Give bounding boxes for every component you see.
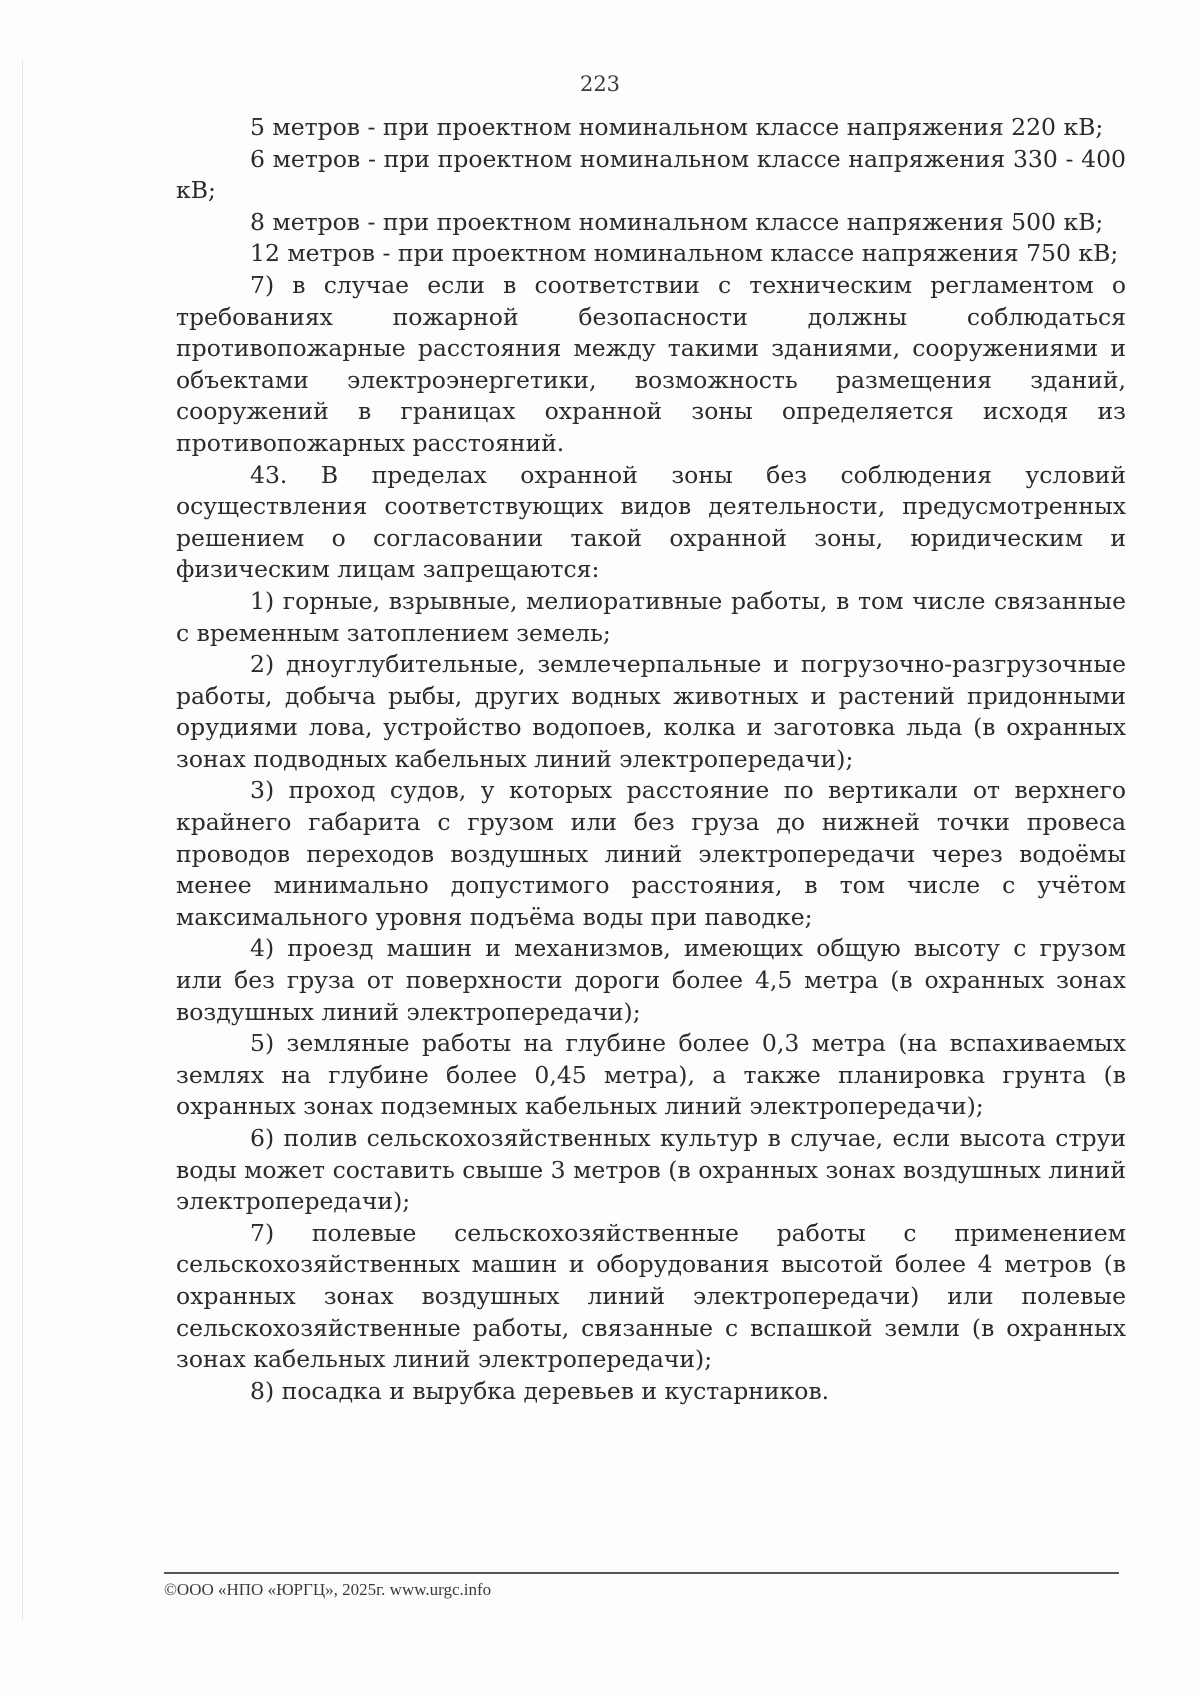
footer-divider (164, 1572, 1119, 1574)
list-item: 7) полевые сельскохозяйственные работы с применением сельскохозяйственных машин и оборудования высотой более 4 метров (в охранных зонах воздушных линий электропередачи) или полевые сельскохозяйственные работы, связанные с вспашкой земли (в охранных зонах кабельных линий электропередачи); (176, 1218, 1126, 1374)
list-item: 3) проход судов, у которых расстояние по вертикали от верхнего крайнего габарита с грузом или без груза до нижней точки провеса проводов переходов воздушных линий электропередачи через водоёмы менее минимально допустимого расстояния, в том числе с учётом максимального уровня подъёма воды при паводке; (176, 776, 1126, 931)
list-item: 2) дноуглубительные, землечерпальные и погрузочно-разгрузочные работы, добыча рыбы, других водных животных и растений придонными орудиями лова, устройство водопоев, колка и заготовка льда (в охранных зонах подводных кабельных линий электропередачи); (176, 650, 1126, 773)
page-number: 223 (579, 72, 621, 96)
paragraph: 7) в случае если в соответствии с техническим регламентом о требованиях пожарной безопасности должны соблюдаться противопожарные расстояния между такими зданиями, сооружениями и объектами электроэнергетики, возможность размещения зданий, сооружений в границах охранной зоны определяется исходя из противопожарных расстояний. (176, 270, 1126, 457)
footer-copyright: ©ООО «НПО «ЮРГЦ», 2025г. www.urgc.info (164, 1580, 492, 1599)
paragraph: 43. В пределах охранной зоны без соблюдения условий осуществления соответствующих видов деятельности, предусмотренных решением о согласовании такой охранной зоны, юридическим и физическим лицам запрещаются: (176, 460, 1126, 584)
list-item: 5) земляные работы на глубине более 0,3 метра (на вспахиваемых землях на глубине более 0,45 метра), а также планировка грунта (в охранных зонах подземных кабельных линий электропередачи); (176, 1029, 1126, 1121)
document-body (176, 112, 1126, 1407)
list-item: 8) посадка и вырубка деревьев и кустарников. (250, 1376, 830, 1405)
paragraph: 6 метров - при проектном номинальном классе напряжения 330 - 400 кВ; (176, 144, 1126, 205)
paragraph: 5 метров - при проектном номинальном классе напряжения 220 кВ; (250, 113, 1104, 141)
list-item: 1) горные, взрывные, мелиоративные работы, в том числе связанные с временным затоплением земель; (176, 586, 1126, 647)
paragraph: 8 метров - при проектном номинальном классе напряжения 500 кВ; (250, 207, 1104, 236)
scan-edge-line (22, 60, 23, 1620)
list-item: 6) полив сельскохозяйственных культур в случае, если высота струи воды может составить свыше 3 метров (в охранных зонах воздушных линий электропередачи); (176, 1124, 1126, 1216)
list-item: 4) проезд машин и механизмов, имеющих общую высоту с грузом или без груза от поверхности дороги более 4,5 метра (в охранных зонах воздушных линий электропередачи); (176, 934, 1126, 1026)
paragraph: 12 метров - при проектном номинальном классе напряжения 750 кВ; (250, 239, 1119, 268)
